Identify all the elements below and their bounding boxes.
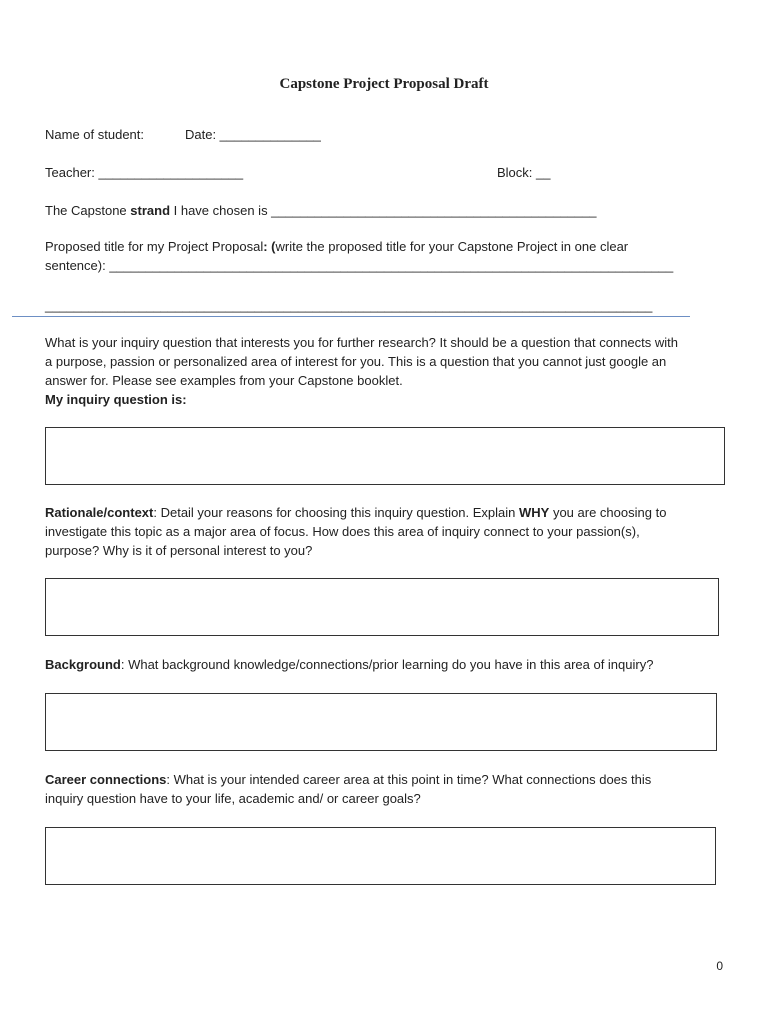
inquiry-line-3: answer for. Please see examples from your Capstone booklet. xyxy=(45,373,403,388)
career-line-1: : What is your intended career area at this point in time? What connections does this xyxy=(166,772,652,787)
rationale-answer-box[interactable] xyxy=(45,578,719,636)
page-number: 0 xyxy=(716,959,723,973)
rationale-heading: Rationale/context xyxy=(45,505,154,520)
inquiry-prompt xyxy=(45,333,725,409)
career-prompt xyxy=(45,770,725,808)
inquiry-line-1: What is your inquiry question that interests you for further research? It should be a question that connects with xyxy=(45,335,679,350)
proposed-title-prompt xyxy=(45,239,628,254)
student-name-label: Name of student: xyxy=(45,127,144,142)
career-heading: Career connections xyxy=(45,772,167,787)
date-field[interactable]: Date: ______________ xyxy=(185,127,321,142)
background-answer-box[interactable] xyxy=(45,693,717,751)
proposed-title-blank-line[interactable]: ____________________________________________________________________________________ xyxy=(45,298,653,313)
strand-bold: strand xyxy=(130,203,171,218)
proposed-title-label: Proposed title for my Project Proposal xyxy=(45,239,264,254)
inquiry-line-2: a purpose, passion or personalized area of interest for you. This is a question that you cannot just google an xyxy=(45,354,667,369)
background-heading: Background xyxy=(45,657,121,672)
teacher-field[interactable]: Teacher: ____________________ xyxy=(45,165,244,180)
inquiry-label: My inquiry question is: xyxy=(45,392,187,407)
block-field[interactable]: Block: __ xyxy=(497,165,551,180)
career-line-2: inquiry question have to your life, academic and/ or career goals? xyxy=(45,791,421,806)
background-prompt xyxy=(45,655,725,674)
rationale-why: WHY xyxy=(519,505,550,520)
rationale-line-3: purpose? Why is it of personal interest to you? xyxy=(45,543,313,558)
career-answer-box[interactable] xyxy=(45,827,716,885)
strand-prefix: The Capstone xyxy=(45,203,131,218)
proposed-title-instruction: write the proposed title for your Capstone Project in one clear xyxy=(275,239,629,254)
proposed-title-field[interactable]: sentence): ______________________________________________________________________________ xyxy=(45,258,674,273)
proposed-title-colon: : ( xyxy=(263,239,276,254)
inquiry-answer-box[interactable] xyxy=(45,427,725,485)
rationale-line-2: investigate this topic as a major area of focus. How does this area of inquiry connect to your passion(s), xyxy=(45,524,640,539)
rationale-prompt xyxy=(45,503,725,560)
strand-field[interactable] xyxy=(45,203,597,218)
rationale-line-1b: you are choosing to xyxy=(549,505,667,520)
page-title: Capstone Project Proposal Draft xyxy=(279,76,489,92)
divider-line xyxy=(12,316,690,317)
background-text: : What background knowledge/connections/prior learning do you have in this area of inquiry? xyxy=(120,657,654,672)
rationale-line-1a: : Detail your reasons for choosing this inquiry question. Explain xyxy=(153,505,519,520)
strand-suffix: I have chosen is _____________________________________________ xyxy=(170,203,597,218)
